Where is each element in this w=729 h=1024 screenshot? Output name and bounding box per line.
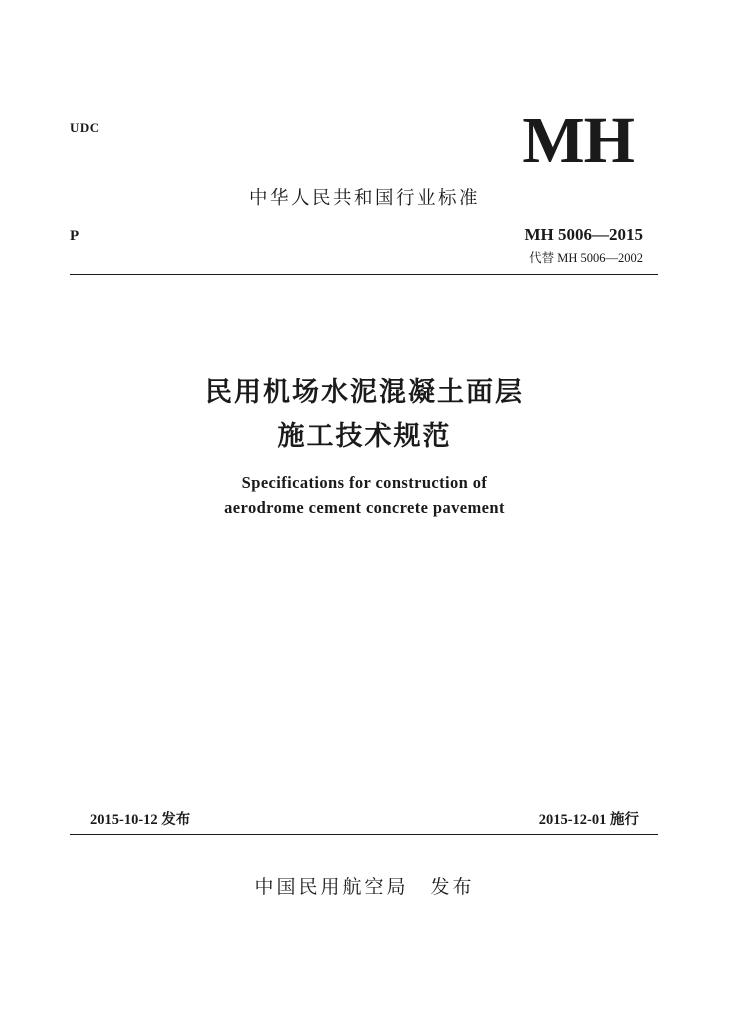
standard-number: MH 5006—2015 xyxy=(524,225,643,244)
title-english-line-1: Specifications for construction of xyxy=(241,473,488,492)
industry-standard-heading: 中华人民共和国行业标准 xyxy=(248,188,480,209)
replaces-standard: 代替 MH 5006—2002 xyxy=(529,251,643,265)
title-chinese-line-1: 民用机场水泥混凝土面层 xyxy=(205,377,524,408)
title-chinese-line-2: 施工技术规范 xyxy=(277,421,452,452)
top-divider xyxy=(70,274,658,275)
category-code: P xyxy=(70,228,80,244)
publisher: 中国民用航空局 发布 xyxy=(254,876,475,898)
mh-logo: MH xyxy=(522,104,634,177)
udc-label: UDC xyxy=(70,120,100,135)
title-english-line-2: aerodrome cement concrete pavement xyxy=(224,498,505,517)
effective-date: 2015-12-01 施行 xyxy=(538,812,639,828)
issue-date: 2015-10-12 发布 xyxy=(90,812,191,828)
bottom-divider xyxy=(70,834,658,835)
